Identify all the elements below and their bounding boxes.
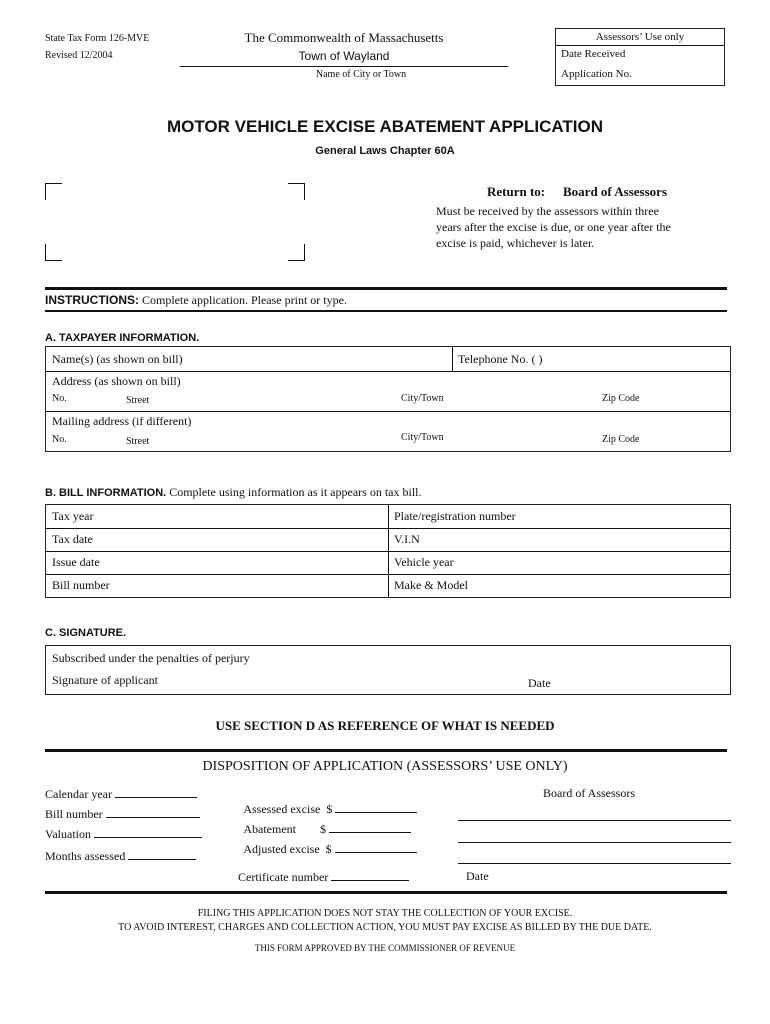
disposition-date-label: Date (466, 869, 489, 883)
mailing-zip-field[interactable]: Zip Code (602, 434, 640, 445)
row-divider (46, 411, 730, 412)
plate-number-field[interactable]: Plate/registration number (394, 509, 516, 523)
adjusted-excise-field[interactable]: Adjusted excise $ (238, 826, 417, 857)
address-street-field[interactable]: Street (126, 395, 150, 406)
return-note-line: Must be received by the assessors within three (436, 204, 659, 218)
assessors-box-divider (556, 45, 724, 46)
mailing-street-field[interactable]: Street (126, 436, 150, 447)
mailing-no-field[interactable]: No. (52, 434, 67, 445)
instructions-label: INSTRUCTIONS: (45, 293, 139, 307)
address-zip-field[interactable]: Zip Code (602, 393, 640, 404)
assessed-excise-field[interactable]: Assessed excise $ (238, 786, 417, 817)
page-title: MOTOR VEHICLE EXCISE ABATEMENT APPLICATION (166, 117, 604, 136)
valuation-field[interactable]: Valuation (45, 826, 202, 842)
abatement-field[interactable]: Abatement $ (238, 806, 411, 837)
signature-box (45, 645, 731, 695)
footer-approval: THIS FORM APPROVED BY THE COMMISSIONER OF REVENUE (254, 943, 516, 953)
disp-bill-number-field[interactable]: Bill number (45, 806, 200, 822)
assessors-use-box (555, 28, 725, 86)
assessor-signature-line[interactable] (458, 842, 731, 843)
instructions-rule-top (45, 287, 727, 290)
issue-date-field[interactable]: Issue date (52, 555, 100, 569)
address-label: Address (as shown on bill) (52, 374, 181, 388)
page-subtitle: General Laws Chapter 60A (315, 145, 455, 157)
section-d-reference: USE SECTION D AS REFERENCE OF WHAT IS NEEDED (215, 718, 555, 733)
calendar-year-field[interactable]: Calendar year (45, 786, 197, 802)
footer-line-1: FILING THIS APPLICATION DOES NOT STAY THE COLLECTION OF YOUR EXCISE. (197, 908, 573, 919)
instructions-rule-bottom (45, 310, 727, 312)
disposition-rule-bottom (45, 891, 727, 894)
row-divider (46, 528, 730, 529)
town-underline (180, 66, 508, 67)
return-to-label: Return to: (487, 184, 546, 199)
row-divider (46, 574, 730, 575)
disposition-rule-top (45, 749, 727, 752)
disposition-title: DISPOSITION OF APPLICATION (ASSESSORS’ USE ONLY) (202, 759, 568, 774)
tax-date-field[interactable]: Tax date (52, 532, 93, 546)
months-assessed-field[interactable]: Months assessed (45, 848, 196, 864)
instructions (45, 293, 347, 308)
telephone-field[interactable]: Telephone No. ( ) (458, 352, 543, 366)
assessor-signature-line[interactable] (458, 820, 731, 821)
instructions-text: Complete application. Please print or type. (142, 293, 347, 307)
board-of-assessors-label: Board of Assessors (543, 786, 635, 800)
footer-line-2: TO AVOID INTEREST, CHARGES AND COLLECTION ACTION, YOU MUST PAY EXCISE AS BILLED BY THE DUE DATE. (118, 922, 652, 933)
town-name: Town of Wayland (298, 49, 390, 63)
make-model-field[interactable]: Make & Model (394, 578, 468, 592)
names-field[interactable]: Name(s) (as shown on bill) (52, 352, 183, 366)
signature-date-field[interactable]: Date (528, 676, 551, 690)
form-number: State Tax Form 126-MVE (45, 33, 150, 44)
return-to-board: Board of Assessors (563, 184, 668, 199)
city-caption: Name of City or Town (315, 69, 407, 80)
signature-field[interactable]: Signature of applicant (52, 673, 158, 687)
names-divider (452, 347, 453, 371)
vin-field[interactable]: V.I.N (394, 532, 420, 546)
vehicle-year-field[interactable]: Vehicle year (394, 555, 454, 569)
return-note-line: years after the excise is due, or one year after the (436, 220, 671, 234)
mailing-address-label: Mailing address (if different) (52, 414, 192, 428)
date-received-label: Date Received (561, 48, 626, 60)
taxpayer-info-table (45, 346, 731, 452)
section-b-note: Complete using information as it appears on tax bill. (169, 485, 422, 499)
section-c-heading: C. SIGNATURE. (45, 627, 127, 639)
revised-date: Revised 12/2004 (45, 50, 113, 61)
return-note-line: excise is paid, whichever is later. (436, 236, 595, 250)
section-b-title: B. BILL INFORMATION. (45, 487, 167, 499)
mailing-city-field[interactable]: City/Town (401, 432, 444, 443)
section-b-heading (45, 485, 422, 500)
bill-number-field[interactable]: Bill number (52, 578, 110, 592)
row-divider (46, 551, 730, 552)
row-divider (46, 371, 730, 372)
commonwealth-title: The Commonwealth of Massachusetts (244, 30, 444, 45)
perjury-statement: Subscribed under the penalties of perjury (52, 651, 250, 665)
address-no-field[interactable]: No. (52, 393, 67, 404)
assessors-box-title: Assessors’ Use only (595, 31, 685, 43)
certificate-number-field[interactable]: Certificate number (238, 869, 409, 885)
tax-year-field[interactable]: Tax year (52, 509, 94, 523)
section-a-heading: A. TAXPAYER INFORMATION. (45, 332, 200, 344)
bill-info-table (45, 504, 731, 598)
assessor-signature-line[interactable] (458, 863, 731, 864)
application-no-label: Application No. (561, 68, 632, 80)
address-city-field[interactable]: City/Town (401, 393, 444, 404)
